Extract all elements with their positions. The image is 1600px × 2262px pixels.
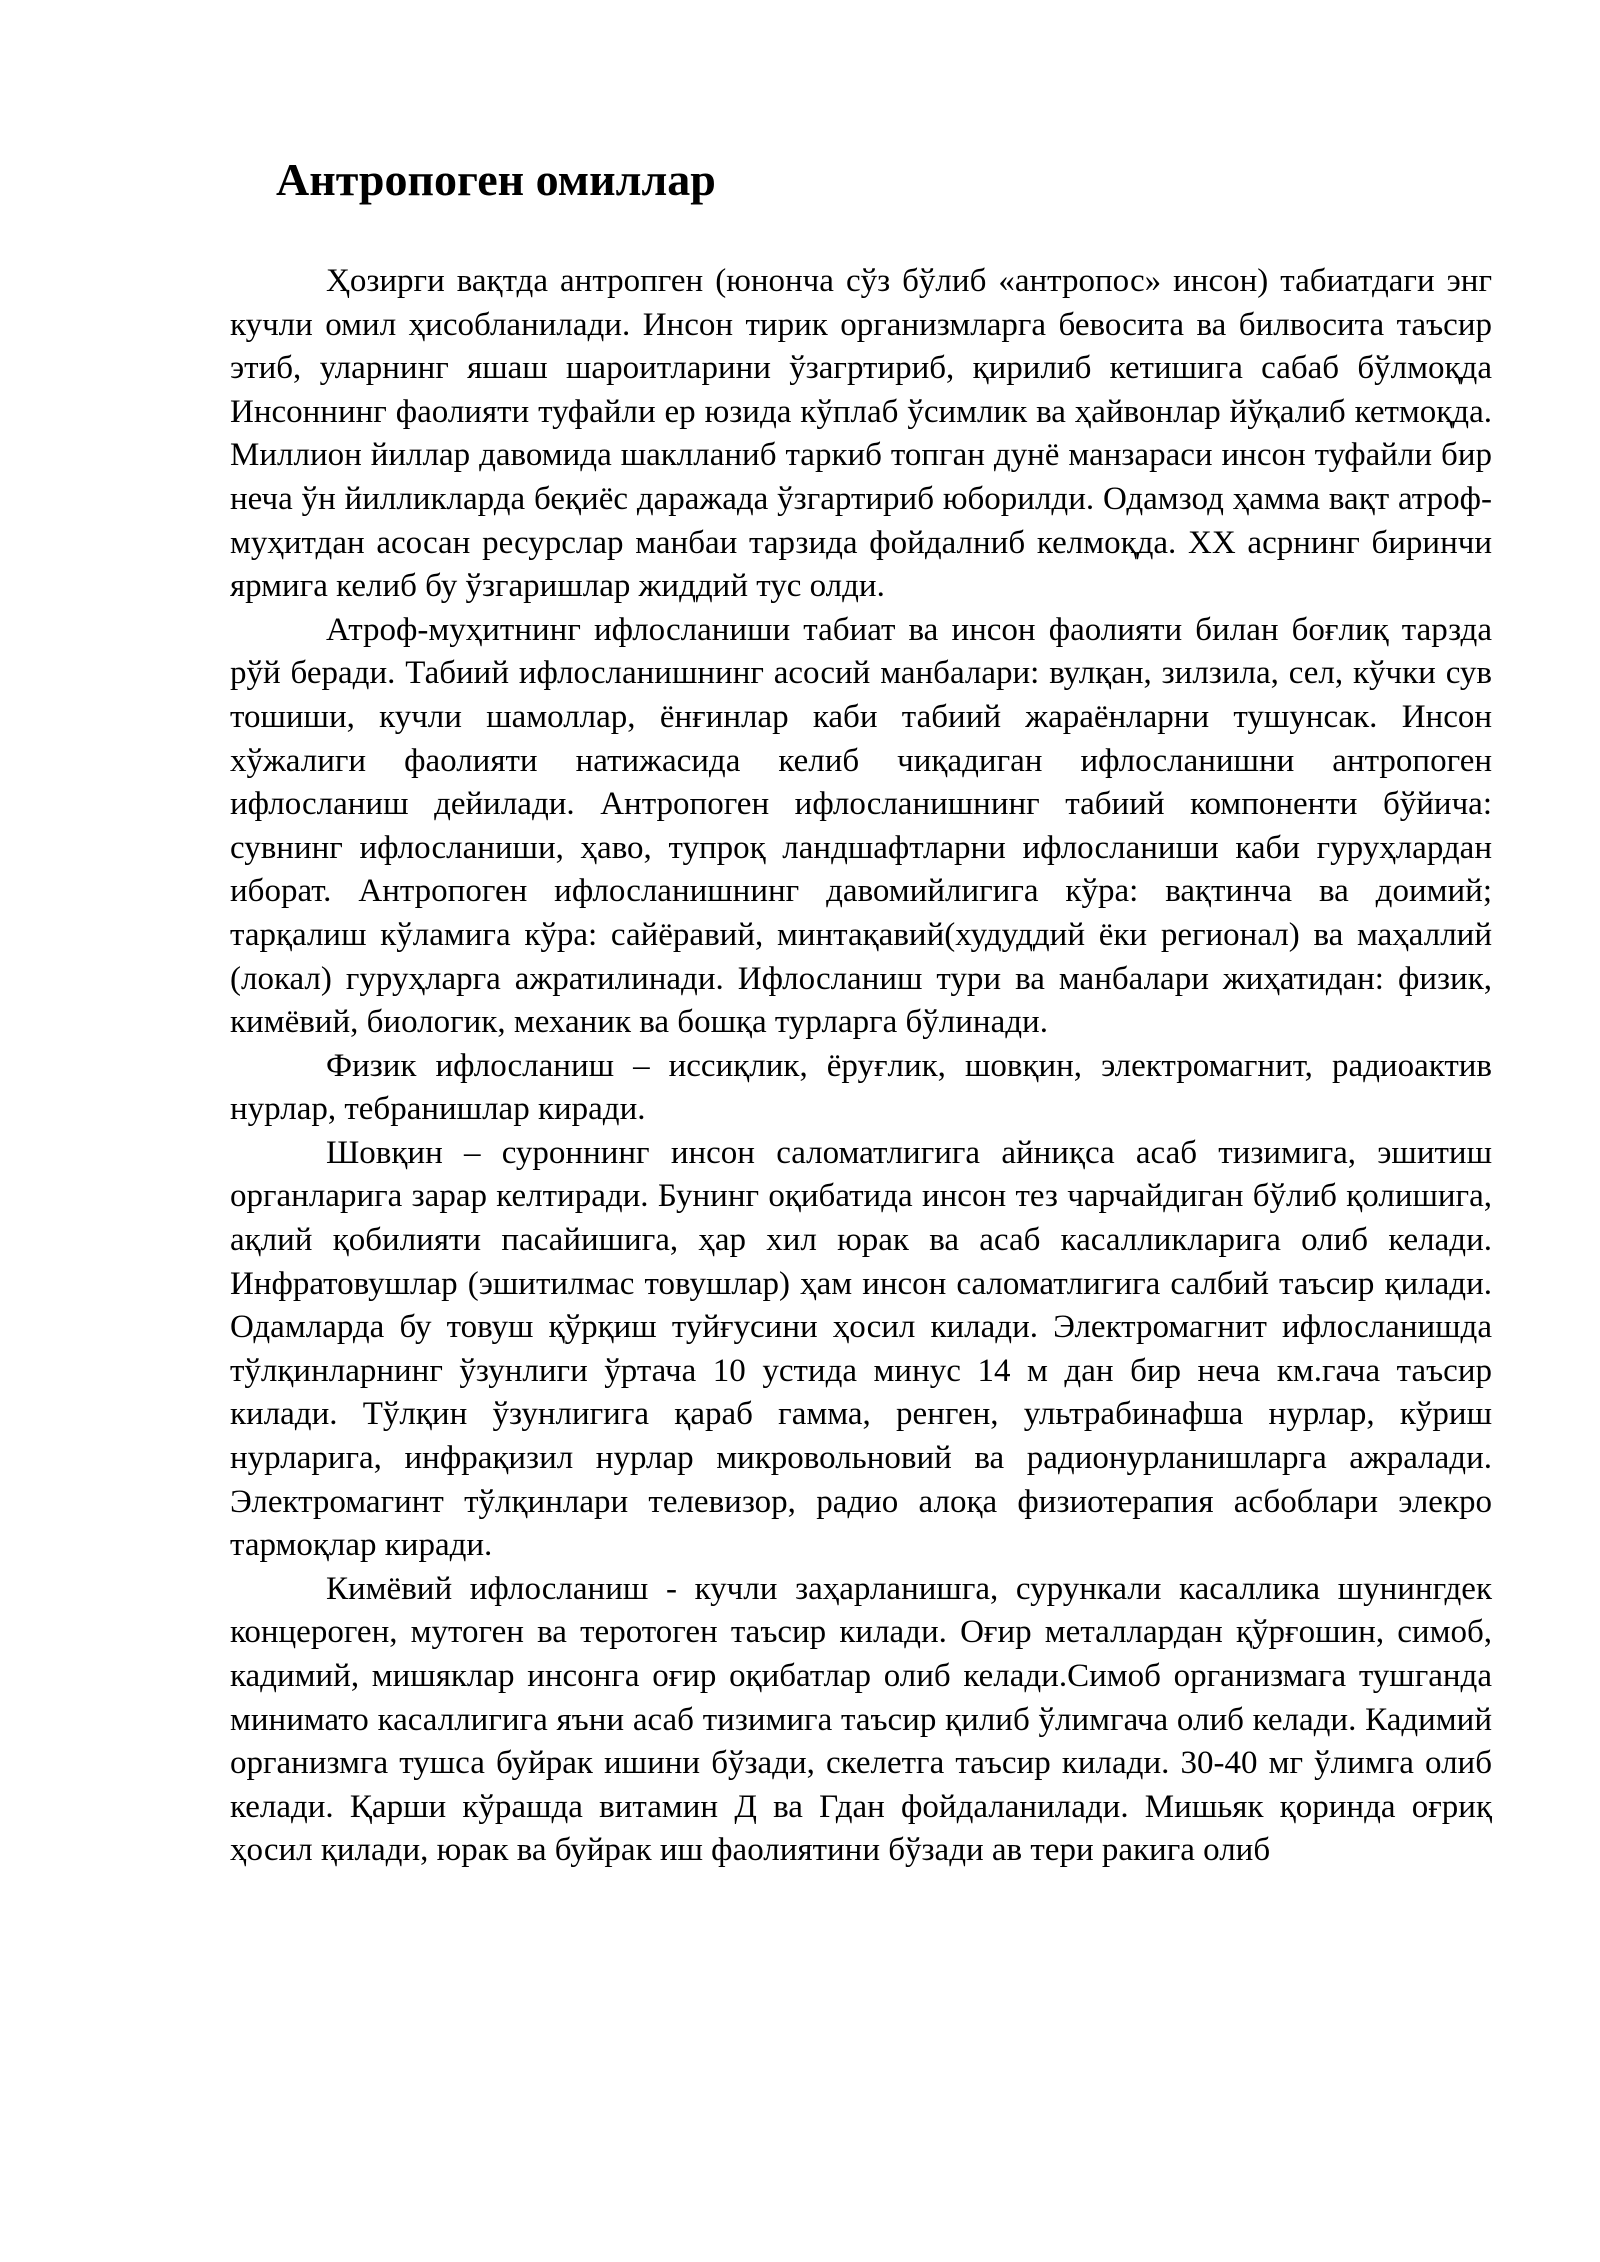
document-body xyxy=(230,260,1492,1873)
paragraph: Шовқин – суроннинг инсон саломатлигига айниқса асаб тизимига, эшитиш органларига зарар келтиради. Бунинг оқибатида инсон тез чарчайдиган бўлиб қолишига, ақлий қобилияти пасайишига, ҳар хил юрак ва асаб касалликларига олиб келади. Инфратовушлар (эшитилмас товушлар) ҳам инсон саломатлигига салбий таъсир қилади. Одамларда бу товуш қўрқиш туйғусини ҳосил килади. Электромагнит ифлосланишда тўлқинларнинг ўзунлиги ўртача 10 устида минус 14 м дан бир неча км.гача таъсир килади. Тўлқин ўзунлигига қараб гамма, ренген, ультрабинафша нурлар, кўриш нурларига, инфрақизил нурлар микровольновий ва радионурланишларга ажралади. Электромагинт тўлқинлари телевизор, радио алоқа физиотерапия асбоблари элекро тармоқлар киради. xyxy=(230,1134,1492,1564)
document-title: Антропоген омиллар xyxy=(276,154,716,205)
paragraph: Кимёвий ифлосланиш - кучли заҳарланишга, сурункали касаллика шунингдек концероген, мутоген ва теротоген таъсир килади. Оғир металлардан қўрғошин, симоб, кадимий, мишяклар инсонга оғир оқибатлар олиб келади.Симоб организмага тушганда минимато касаллигига яъни асаб тизимига таъсир қилиб ўлимгача олиб келади. Кадимий организмга тушса буйрак ишини бўзади, скелетга таъсир килади. 30-40 мг ўлимга олиб келади. Қарши кўрашда витамин Д ва Гдан фойдаланилади. Мишьяк қоринда оғриқ ҳосил қилади, юрак ва буйрак иш фаолиятини бўзади ав тери ракига олиб xyxy=(230,1570,1492,1869)
paragraph: Атроф-муҳитнинг ифлосланиши табиат ва инсон фаолияти билан боғлиқ тарзда рўй беради. Табиий ифлосланишнинг асосий манбалари: вулқан, зилзила, сел, кўчки сув тошиши, кучли шамоллар, ёнғинлар каби табиий жараёнларни тушунсак. Инсон хўжалиги фаолияти натижасида келиб чиқадиган ифлосланишни антропоген ифлосланиш дейилади. Антропоген ифлосланишнинг табиий компоненти бўйича: сувнинг ифлосланиши, ҳаво, тупроқ ландшафтларни ифлосланиши каби гуруҳлардан иборат. Антропоген ифлосланишнинг давомийлигига кўра: вақтинча ва доимий; тарқалиш кўламига кўра: сайёравий, минтақавий(худуддий ёки регионал) ва маҳаллий (локал) гуруҳларга ажратилинади. Ифлосланиш тури ва манбалари жиҳатидан: физик, кимёвий, биологик, механик ва бошқа турларга бўлинади. xyxy=(230,611,1492,1041)
paragraph: Физик ифлосланиш – иссиқлик, ёруғлик, шовқин, электромагнит, радиоактив нурлар, тебранишлар киради. xyxy=(230,1047,1492,1128)
paragraph: Ҳозирги вақтда антропген (юнонча сўз бўлиб «антропос» инсон) табиатдаги энг кучли омил ҳисобланилади. Инсон тирик организмларга бевосита ва билвосита таъсир этиб, уларнинг яшаш шароитларини ўзагртириб, қирилиб кетишига сабаб бўлмоқда Инсоннинг фаолияти туфайли ер юзида кўплаб ўсимлик ва ҳайвонлар йўқалиб кетмоқда. Миллион йиллар давомида шаклланиб таркиб топган дунё манзараси инсон туфайли бир неча ўн йилликларда беқиёс даражада ўзгартириб юборилди. Одамзод ҳамма вақт атроф-муҳитдан асосан ресурслар манбаи тарзида фойдалниб келмоқда. XX асрнинг биринчи ярмига келиб бу ўзгаришлар жиддий тус олди. xyxy=(230,263,1492,605)
